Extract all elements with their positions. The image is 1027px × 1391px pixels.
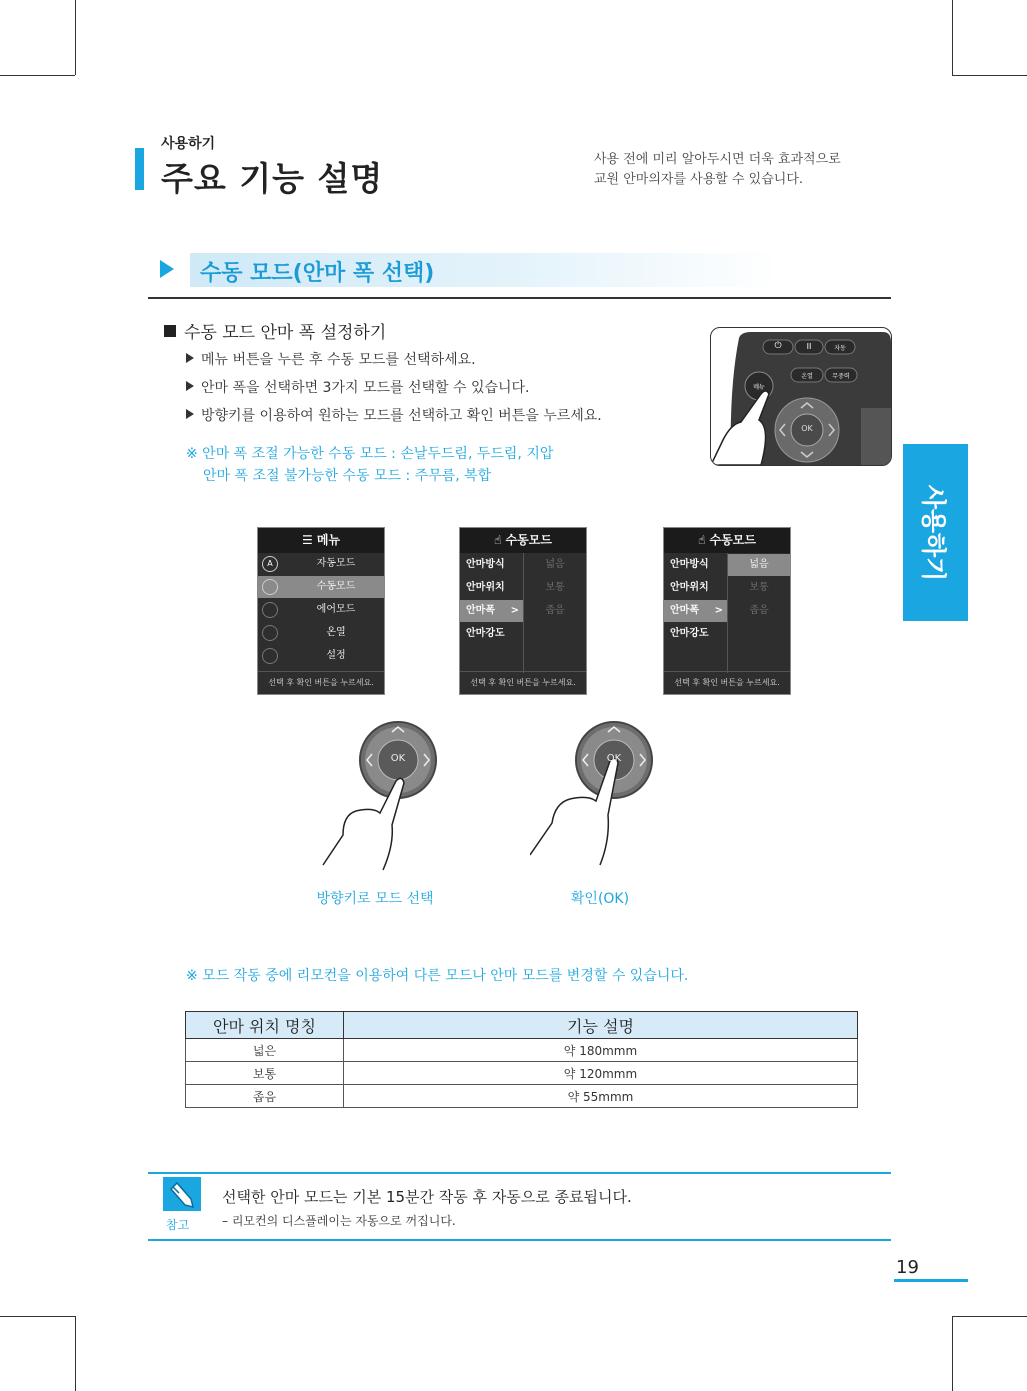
remote-ok-label: OK xyxy=(801,424,813,433)
menu-item[interactable] xyxy=(258,553,384,575)
ok-label: OK xyxy=(606,753,622,764)
width-note-line: 안마 폭 조절 불가능한 수동 모드 : 주무름, 복합 xyxy=(203,468,492,484)
screen-footer: 선택 후 확인 버튼을 누르세요. xyxy=(460,671,586,694)
remote-illustration xyxy=(710,327,892,466)
table-cell: 약 55mmm xyxy=(344,1085,858,1108)
title-accent-bar xyxy=(135,148,144,190)
menu-item-label: 자동모드 xyxy=(316,558,356,569)
width-option[interactable]: 좁음 xyxy=(545,605,565,616)
menu-item[interactable] xyxy=(258,645,384,667)
setting-label[interactable]: 안마강도 xyxy=(670,628,709,639)
table-row xyxy=(186,1039,858,1062)
intro-line: 교원 안마의자를 사용할 수 있습니다. xyxy=(594,172,804,187)
list-icon: ☰ xyxy=(301,533,317,547)
setting-label-selected[interactable] xyxy=(460,600,523,622)
screen-header xyxy=(664,528,790,553)
notice-text: ※ 모드 작동 중에 리모컨을 이용하여 다른 모드나 안마 모드를 변경할 수 있습니다. xyxy=(186,968,689,984)
menu-item-label: 에어모드 xyxy=(316,604,356,615)
memo-top-rule xyxy=(148,1172,891,1174)
table-cell: 약 120mmm xyxy=(344,1062,858,1085)
dpad-drawing xyxy=(318,715,468,875)
width-option[interactable]: 넓음 xyxy=(545,559,565,570)
page-title: 주요 기능 설명 xyxy=(161,159,384,198)
menu-item[interactable] xyxy=(258,622,384,644)
pencil-icon xyxy=(163,1177,201,1211)
setting-label-text: 안마폭 xyxy=(466,605,495,616)
crop-mark xyxy=(0,75,75,76)
air-mode-icon xyxy=(262,602,278,618)
crop-mark xyxy=(952,75,1027,76)
table-row xyxy=(186,1085,858,1108)
pencil-drawing xyxy=(163,1177,201,1211)
setting-label[interactable]: 안마강도 xyxy=(466,628,505,639)
manual-mode-screen xyxy=(663,527,791,695)
manual-mode-screen xyxy=(459,527,587,695)
hand-icon xyxy=(262,579,278,595)
dpad-drawing xyxy=(530,715,680,875)
menu-item-label: 온열 xyxy=(326,627,346,638)
width-spec-table xyxy=(185,1011,858,1108)
step-item xyxy=(186,349,476,369)
width-note-line: ※ 안마 폭 조절 가능한 수동 모드 : 손날두드림, 두드림, 지압 xyxy=(186,446,554,462)
crop-mark xyxy=(952,1316,953,1391)
memo-main-text: 선택한 안마 모드는 기본 15분간 작동 후 자동으로 종료됩니다. xyxy=(222,1188,632,1206)
column-header: 안마 위치 명칭 xyxy=(186,1012,344,1039)
play-triangle-icon xyxy=(160,260,174,278)
auto-mode-icon: A xyxy=(262,556,278,572)
crop-mark xyxy=(952,0,953,75)
memo-sub-text: – 리모컨의 디스플레이는 자동으로 꺼집니다. xyxy=(222,1214,456,1228)
heat-icon xyxy=(262,625,278,641)
dpad-direction-illustration xyxy=(318,715,468,875)
width-option[interactable]: 보통 xyxy=(749,582,769,593)
screen-footer: 선택 후 확인 버튼을 누르세요. xyxy=(664,671,790,694)
dpad-ok-illustration xyxy=(530,715,680,875)
setting-label[interactable]: 안마방식 xyxy=(670,559,709,570)
triangle-bullet-icon xyxy=(186,381,194,391)
triangle-bullet-icon xyxy=(186,353,194,363)
column-header: 기능 설명 xyxy=(344,1012,858,1039)
menu-item[interactable] xyxy=(258,599,384,621)
step-text: 메뉴 버튼을 누른 후 수동 모드를 선택하세요. xyxy=(201,352,476,368)
caption-direction: 방향키로 모드 선택 xyxy=(316,891,434,907)
intro-text xyxy=(594,150,894,190)
square-bullet-icon xyxy=(164,325,176,337)
setting-label[interactable]: 안마위치 xyxy=(670,582,709,593)
hand-icon: ☝ xyxy=(698,533,710,547)
auto-button-label: 자동 xyxy=(834,345,846,352)
caption-ok: 확인(OK) xyxy=(570,891,630,907)
table-header-row xyxy=(186,1012,858,1039)
crop-mark xyxy=(0,1316,75,1317)
power-icon: ⏻ xyxy=(774,341,782,351)
step-item xyxy=(186,405,602,425)
table-cell: 넓은 xyxy=(186,1039,344,1062)
crop-mark xyxy=(75,1316,76,1391)
crop-mark xyxy=(75,0,76,75)
setting-label-text: 안마폭 xyxy=(670,605,699,616)
step-text: 안마 폭을 선택하면 3가지 모드를 선택할 수 있습니다. xyxy=(201,380,530,396)
menu-item-label: 설정 xyxy=(326,650,346,661)
width-option[interactable]: 보통 xyxy=(545,582,565,593)
page-number-rule xyxy=(894,1279,968,1282)
setting-label[interactable]: 안마위치 xyxy=(466,582,505,593)
chevron-right-icon: > xyxy=(510,605,519,616)
ok-label: OK xyxy=(390,753,406,764)
section-title: 수동 모드(안마 폭 선택) xyxy=(200,261,435,286)
screen-title: 메뉴 xyxy=(316,533,341,547)
table-row xyxy=(186,1062,858,1085)
memo-bottom-rule xyxy=(148,1239,891,1241)
screen-title: 수동모드 xyxy=(505,533,552,547)
settings-icon xyxy=(262,648,278,664)
triangle-bullet-icon xyxy=(186,409,194,419)
table-cell: 좁음 xyxy=(186,1085,344,1108)
zero-gravity-button-label: 무중력 xyxy=(832,373,850,380)
chevron-right-icon: > xyxy=(714,605,723,616)
width-option[interactable]: 좁음 xyxy=(749,605,769,616)
table-cell: 약 180mmm xyxy=(344,1039,858,1062)
chapter-side-tab-label: 사용하기 xyxy=(919,484,948,582)
memo-label: 참고 xyxy=(166,1218,190,1232)
intro-line: 사용 전에 미리 알아두시면 더욱 효과적으로 xyxy=(594,152,841,167)
step-item xyxy=(186,377,530,397)
screen-title: 수동모드 xyxy=(709,533,756,547)
screen-header xyxy=(460,528,586,553)
step-text: 방향키를 이용하여 원하는 모드를 선택하고 확인 버튼을 누르세요. xyxy=(201,408,602,424)
screen-header xyxy=(258,528,384,553)
hand-icon: ☝ xyxy=(494,533,506,547)
page-number: 19 xyxy=(896,1257,919,1278)
section-divider xyxy=(148,297,891,299)
table-cell: 보통 xyxy=(186,1062,344,1085)
menu-item-label: 수동모드 xyxy=(316,581,356,592)
setting-label-selected[interactable] xyxy=(664,600,727,622)
subheading xyxy=(164,318,386,343)
setting-label[interactable]: 안마방식 xyxy=(466,559,505,570)
menu-button-label: 메뉴 xyxy=(753,384,765,391)
heat-button-label: 온열 xyxy=(801,373,813,380)
width-option-selected[interactable]: 넓음 xyxy=(728,554,790,576)
screen-footer: 선택 후 확인 버튼을 누르세요. xyxy=(258,671,384,694)
menu-item-selected[interactable] xyxy=(258,576,384,598)
chapter-kicker: 사용하기 xyxy=(161,136,216,152)
crop-mark xyxy=(952,1316,1027,1317)
pause-button-label: II xyxy=(806,342,812,351)
menu-screen xyxy=(257,527,385,695)
subheading-text: 수동 모드 안마 폭 설정하기 xyxy=(184,323,387,343)
